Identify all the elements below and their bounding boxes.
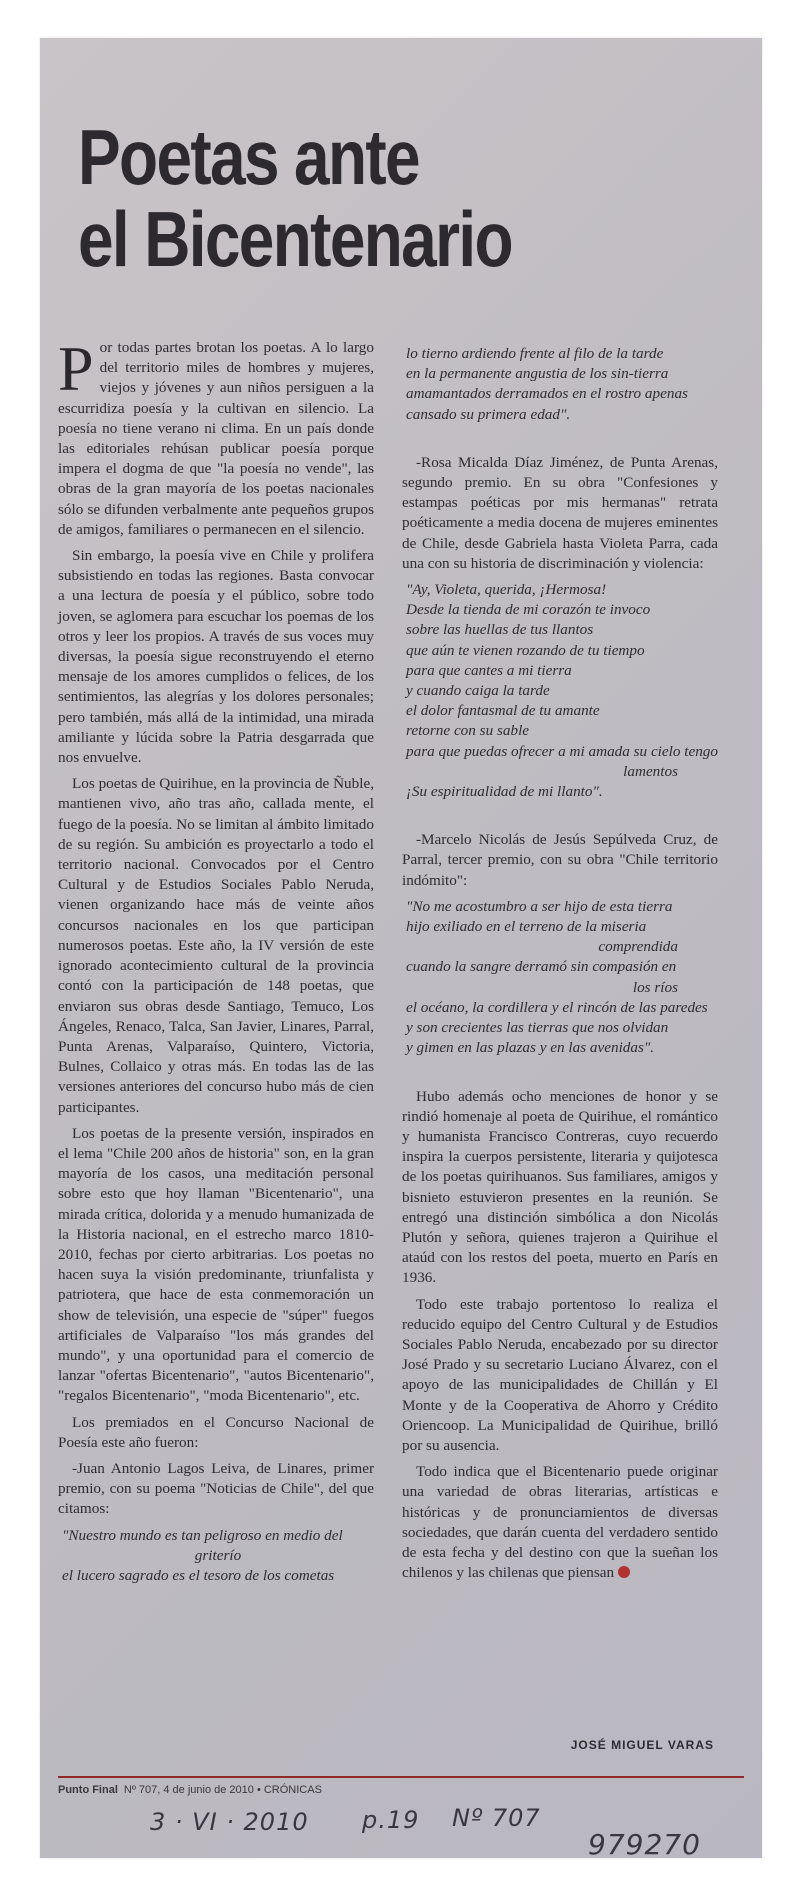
issue-info: Nº 707, 4 de junio de 2010 • CRÓNICAS [123,1784,322,1796]
paragraph: Los poetas de la presente versión, inspirados en el lema "Chile 200 años de historia" son, en la gran mayoría de los casos, una meditación personal sobre esto que hoy llaman "Bicentenario", una mirada crítica, dolorida y a menudo humanizada de la Historia nacional, en el estrecho marco 1810-2010, fechas por cierto arbitrarias. Los poetas no hacen suya la visión predominante, triunfalista y patriotera, que hace de esta conmemoración un show de televisión, una especie de "súper" fuegos artificiales de Valparaíso "los más grandes del mundo", y una oportunidad para el comercio de lanzar "ofertas Bicentenario", "autos Bicentenario", "regalos Bicentenario", "moda Bicentenario", etc. [58,1124,374,1405]
drop-cap: P [58,333,94,404]
footer-divider [58,1776,744,1778]
poem-line: el lucero sagrado es el tesoro de los cometas [62,1566,335,1584]
headline-line-2: el Bicentenario [78,195,512,283]
poem-line: "Nuestro mundo es tan peligroso en medio del [62,1526,343,1544]
poem-line: hijo exiliado en el terreno de la miseria [406,918,647,936]
poem-line: lo tierno ardiendo frente al filo de la tarde [406,345,664,362]
poem-line: y gimen en las plazas y en las avenidas". [406,1039,655,1057]
publication-name: Punto Final [58,1784,118,1796]
footer [58,1784,322,1796]
paragraph: Los premiados en el Concurso Nacional de Poesía este año fueron: [58,1413,374,1451]
poem-line: para que cantes a mi tierra [406,661,572,679]
newspaper-clipping [40,38,762,1858]
paragraph: Los poetas de Quirihue, en la provincia de Ñuble, mantienen vivo, año tras año, callada mente, el fuego de la poesía. No se limitan al ámbito limitado de su región. Su ambición es proyectarlo a todo el territorio nacional. Convocados por el Centro Cultural y de Estudios Sociales Pablo Neruda, vienen organizando hace más de veinte años concursos nacionales en los que participan numerosos poetas. Este año, la IV versión de este ignorado acontecimiento cultural de la provincia contó con la participación de 148 poetas, que enviaron sus obras desde Santiago, Temuco, Los Ángeles, Renaco, Talca, San Javier, Linares, Parral, Punta Arenas, Valparaíso, Quintero, Victoria, Bulnes, Collaico y otras más. En todas las de las versiones anteriores del concurso hubo más de cien participantes. [58,775,374,1116]
poem-line: griterío [194,1546,242,1564]
headline-line-1: Poetas ante [78,113,419,201]
poem-line: que aún te vienen rozando de tu tiempo [406,641,645,659]
poem-line: sobre las huellas de tus llantos [406,621,594,639]
paragraph: -Marcelo Nicolás de Jesús Sepúlveda Cruz, de Parral, tercer premio, con su obra "Chile territorio indómito": [402,831,718,889]
poem-line: los ríos [632,978,678,996]
handwritten-issue-number: Nº 707 [452,1804,541,1832]
paragraph-text: Todo indica que el Bicentenario puede originar una variedad de obras literarias, artísticas e históricas y de pronunciamientos de diversas sociedades, que darán cuenta del verdadero sentido de esta fecha y del destino con que la sueñan los chilenos y las chilenas que piensan [402,1463,718,1582]
poem-line: cuando la sangre derramó sin compasión en [406,958,677,976]
paragraph [402,1462,718,1583]
poem-excerpt [406,580,718,802]
paragraph: -Juan Antonio Lagos Leiva, de Linares, primer premio, con su poema "Noticias de Chile", del que citamos: [58,1459,374,1518]
poem-line: "No me acostumbro a ser hijo de esta tierra [406,897,673,915]
paragraph: -Rosa Micalda Díaz Jiménez, de Punta Arenas, segundo premio. En su obra "Confesiones y estampas poéticas por mis hermanas" retrata poéticamente a media docena de mujeres eminentes de Chile, desde Gabriela hasta Violeta Parra, cada una con su historia de discriminación y violencia: [402,453,718,572]
poem-line: y cuando caiga la tarde [406,682,550,700]
poem-line: para que puedas ofrecer a mi amada su cielo tengo [406,742,718,760]
poem-line: ¡Su espiritualidad de mi llanto". [406,783,603,801]
handwritten-date: 3 · VI · 2010 [150,1808,309,1836]
poem-line: en la permanente angustia de los sin-tierra [406,365,669,383]
end-mark-icon [618,1566,630,1578]
poem-line: lamentos [623,762,678,780]
poem-excerpt [406,344,718,425]
poem-line: el dolor fantasmal de tu amante [406,702,600,720]
poem-excerpt [406,897,718,1059]
poem-line: comprendida [598,938,678,956]
poem-line: cansado su primera edad". [406,405,571,423]
handwritten-page: p.19 [362,1806,420,1834]
poem-line: Desde la tienda de mi corazón te invoco [406,601,651,619]
headline [78,113,586,283]
poem-line: y son crecientes las tierras que nos olvidan [406,1019,669,1037]
poem-line: retorne con su sable [406,722,530,740]
right-column [402,340,718,1589]
left-column [58,333,374,1596]
paragraph: Todo este trabajo portentoso lo realiza el reducido equipo del Centro Cultural y de Estudios Sociales Pablo Neruda, encabezado por su director José Prado y su secretario Luciano Álvarez, con el apoyo de las municipalidades de Chillán y El Monte y de la Cooperativa de Ahorro y Crédito Oriencoop. La Municipalidad de Quirihue, brilló por su ausencia. [402,1295,718,1454]
paragraph-text: or todas partes brotan los poetas. A lo largo del territorio miles de hombres y mujeres, viejos y jóvenes y aun niños persiguen a la escurridiza poesía y la cultivan en silencio. La poesía no tiene verano ni clima. En un país donde las editoriales rehúsan publicar poesía porque impera el dogma de que "la poesía no vende", las obras de la gran mayoría de los poetas nacionales sólo se difunden verbalmente ante pequeños grupos de amigos, familiares o permanecen en el silencio. [58,339,374,538]
paragraph: Sin embargo, la poesía vive en Chile y prolifera subsistiendo en todas las regiones. Basta convocar a una lectura de poesía y el público, sobre todo joven, se aglomera para escuchar los poemas de los otros y leer los propios. A través de sus voces muy diversas, la poesía sigue reconstruyendo el eterno mensaje de los amores cumplidos o felices, de los sentimientos, las alegrías y los dolores personales; pero también, más allá de la intimidad, una mirada amiliante y lúcida sobre la Patria desgarrada que nos envuelve. [58,547,374,767]
poem-excerpt [62,1526,374,1587]
handwritten-archive-code: 979270 [588,1828,701,1858]
poem-line: amamantados derramados en el rostro apenas [406,385,688,403]
paragraph [58,333,374,540]
paragraph: Hubo además ocho menciones de honor y se rindió homenaje al poeta de Quirihue, el romántico y humanista Francisco Contreras, cuyo recuerdo inspira la cuerpos persistente, literaria y quijotesca de los poetas quirihuanos. Sus familiares, amigos y bisnieto estuvieron presentes en la reunión. Se entregó una distinción simbólica a don Nicolás Plutón y señora, quienes trajeron a Quirihue el ataúd con los restos del poeta, muerto en París en 1936. [402,1087,718,1287]
poem-line: el océano, la cordillera y el rincón de las paredes [406,998,708,1016]
byline: JOSÉ MIGUEL VARAS [570,1738,714,1752]
poem-line: "Ay, Violeta, querida, ¡Hermosa! [406,581,607,599]
